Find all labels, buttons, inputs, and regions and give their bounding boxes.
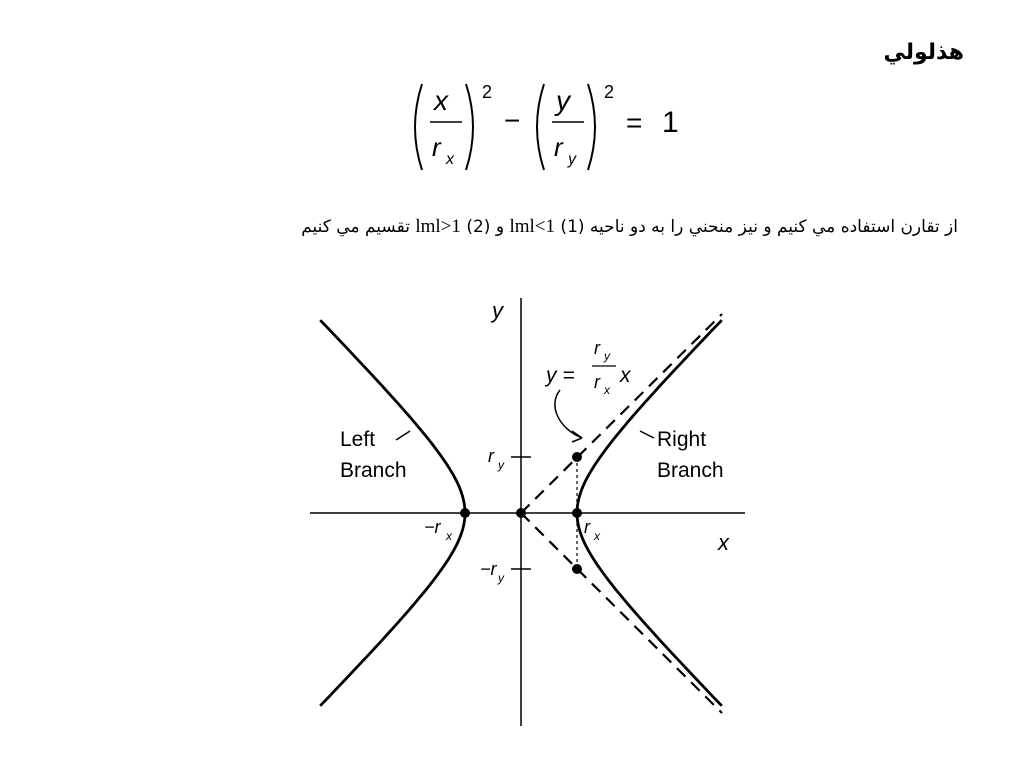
eq-x-denominator: r bbox=[432, 132, 441, 162]
eq-y-denominator-sub: y bbox=[568, 151, 576, 168]
left-branch-label-line2: Branch bbox=[340, 459, 407, 482]
desc-part1: از تقارن استفاده مي كنيم و نيز منحني را به دو ناحيه bbox=[584, 217, 958, 237]
paren-open-1 bbox=[415, 84, 422, 170]
desc-case2-number: (2) bbox=[466, 217, 491, 237]
eq-rhs: 1 bbox=[662, 106, 679, 139]
ry-label: r bbox=[488, 446, 494, 466]
right-branch-leader bbox=[640, 431, 654, 438]
left-branch-label-line1: Left bbox=[340, 428, 376, 451]
asymptote-lower-point bbox=[572, 564, 582, 574]
eq-minus: − bbox=[504, 105, 521, 136]
eq-y-denominator: r bbox=[554, 132, 563, 162]
neg-rx-label-sub: x bbox=[446, 529, 452, 543]
eq-power-1: 2 bbox=[482, 82, 493, 102]
desc-part2: تقسيم مي كنيم bbox=[301, 217, 416, 237]
asymptote-negative bbox=[521, 513, 722, 713]
ry-label-sub: y bbox=[498, 458, 504, 472]
asymptote-label-numerator: r bbox=[594, 338, 600, 358]
asymptote-positive bbox=[521, 314, 722, 513]
asymptote-label-denominator: r bbox=[594, 372, 600, 392]
left-branch-leader bbox=[396, 431, 410, 440]
desc-case1-condition: lml<1 bbox=[509, 216, 556, 237]
rx-label-sub: x bbox=[594, 529, 600, 543]
rx-vertex-point bbox=[572, 508, 582, 518]
eq-equals: = bbox=[626, 107, 643, 138]
desc-and: و bbox=[490, 217, 510, 237]
asymptote-upper-point bbox=[572, 452, 582, 462]
eq-y-numerator: y bbox=[556, 85, 570, 116]
neg-rx-label: −r bbox=[424, 517, 441, 537]
paren-close-2 bbox=[588, 84, 595, 170]
description-line bbox=[301, 216, 958, 238]
neg-ry-label: −r bbox=[480, 559, 497, 579]
asymptote-label-lhs: y = bbox=[546, 364, 575, 387]
rx-label: r bbox=[584, 517, 590, 537]
x-axis-label: x bbox=[718, 530, 729, 555]
eq-x-numerator: x bbox=[434, 85, 448, 116]
right-branch-label-line2: Branch bbox=[657, 459, 724, 482]
slide-title: هذلولي bbox=[883, 40, 964, 65]
asymptote-label-var: x bbox=[620, 364, 631, 387]
asymptote-label-denominator-sub: x bbox=[604, 383, 610, 397]
eq-x-denominator-sub: x bbox=[446, 151, 454, 168]
paren-close-1 bbox=[466, 84, 473, 170]
desc-case2-condition: lml>1 bbox=[415, 216, 461, 237]
eq-power-2: 2 bbox=[604, 82, 615, 102]
origin-point bbox=[516, 508, 526, 518]
right-branch-label-line1: Right bbox=[657, 428, 707, 451]
hyperbola-equation bbox=[400, 72, 700, 182]
desc-case1-number: (1) bbox=[560, 217, 585, 237]
asymptote-label-numerator-sub: y bbox=[604, 349, 610, 363]
neg-ry-label-sub: y bbox=[498, 571, 504, 585]
y-axis-label: y bbox=[492, 298, 503, 323]
asymptote-label-pointer bbox=[555, 390, 582, 438]
paren-open-2 bbox=[537, 84, 544, 170]
neg-rx-vertex-point bbox=[460, 508, 470, 518]
hyperbola-diagram bbox=[300, 290, 760, 730]
